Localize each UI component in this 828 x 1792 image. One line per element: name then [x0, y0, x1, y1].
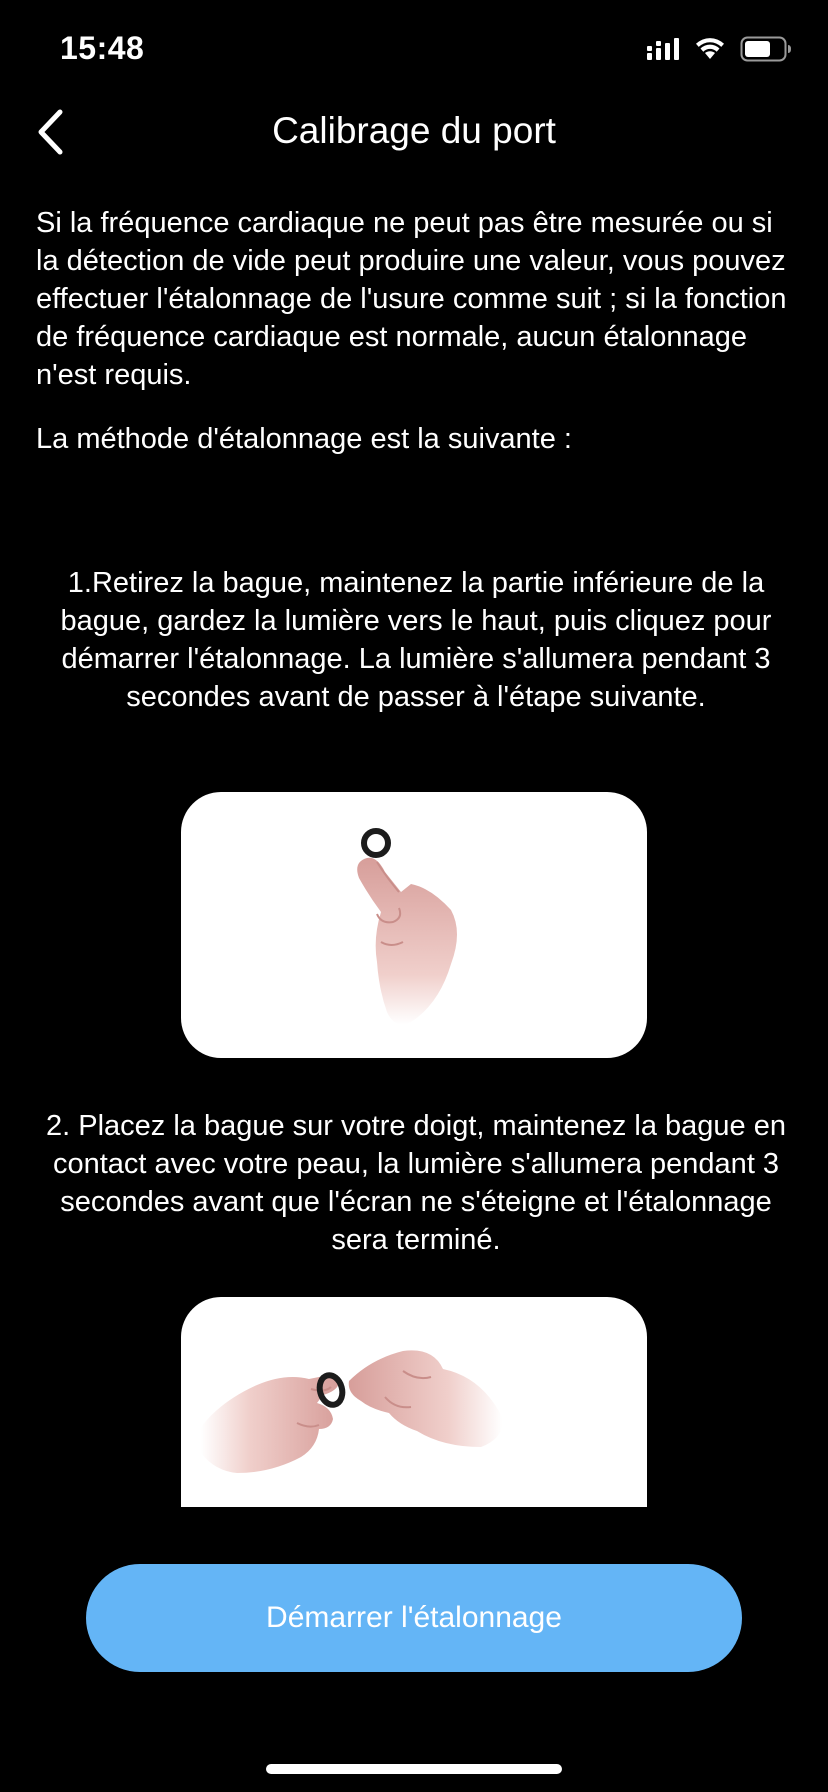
step-2-illustration [181, 1297, 647, 1507]
step-1-text: 1.Retirez la bague, maintenez la partie inférieure de la bague, gardez la lumière vers le haut, puis cliquez pour démarrer l'étalonnage. La lumière s'allumera pendant 3 secondes avant de passer à l'étape suivante. [60, 567, 772, 713]
intro-text: Si la fréquence cardiaque ne peut pas être mesurée ou si la détection de vide peut produire une valeur, vous pouvez effectuer l'étalonnage de l'usure comme suit ; si la fonction de fréquence cardiaque est normale, aucun étalonnage n'est requis. [36, 207, 787, 391]
step-2-text: 2. Placez la bague sur votre doigt, maintenez la bague en contact avec votre peau, la lumière s'allumera pendant 3 secondes avant que l'écran ne s'éteigne et l'étalonnage sera terminé. [46, 1110, 786, 1256]
calibration-instructions [36, 204, 796, 1256]
wifi-icon [694, 37, 726, 61]
home-indicator [266, 1764, 562, 1774]
start-calibration-button[interactable]: Démarrer l'étalonnage [86, 1564, 742, 1672]
page-title: Calibrage du port [272, 110, 556, 151]
hand-holding-ring-illustration [181, 792, 647, 1058]
hands-putting-ring-on-finger-illustration [181, 1297, 647, 1507]
status-icons [646, 36, 792, 62]
navigation-bar [0, 96, 828, 168]
signal-icon [646, 37, 680, 61]
method-heading: La méthode d'étalonnage est la suivante : [36, 423, 572, 455]
status-bar [0, 0, 828, 100]
battery-icon [740, 36, 792, 62]
step-1-illustration [181, 792, 647, 1058]
status-time: 15:48 [60, 30, 145, 66]
